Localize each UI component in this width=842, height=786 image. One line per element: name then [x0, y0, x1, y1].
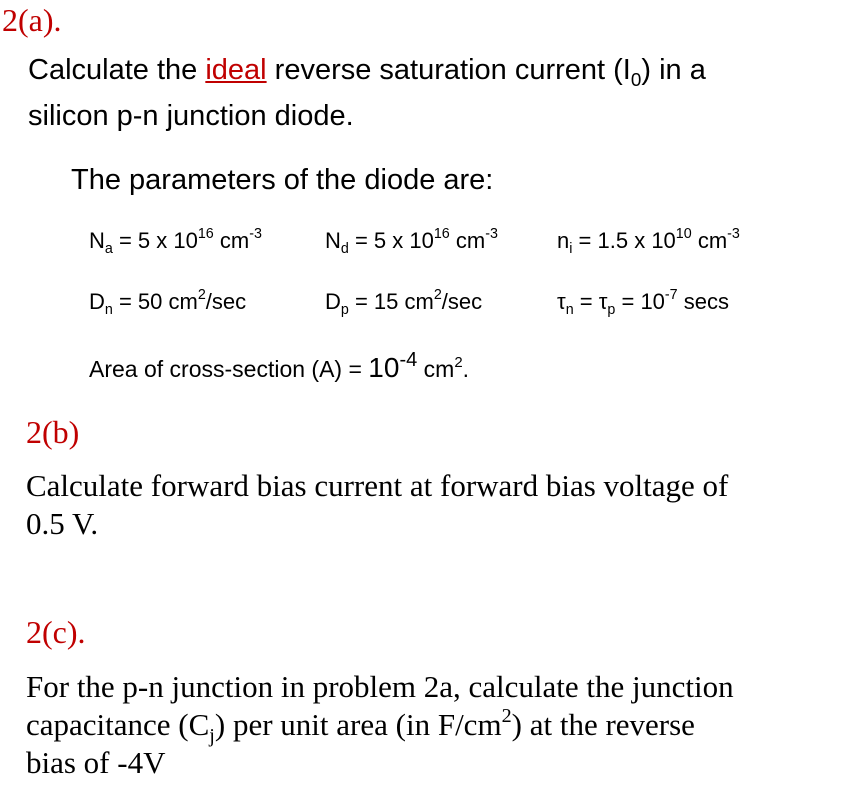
q2c-text: ) at the reverse: [511, 707, 695, 742]
q2a-subscript: 0: [630, 68, 642, 90]
param-exp: 16: [433, 226, 450, 243]
ideal-emphasis: ideal: [205, 54, 267, 86]
param-exp: 16: [197, 226, 214, 243]
q2c-subscript: j: [209, 725, 215, 748]
param-unit: /sec: [441, 289, 483, 314]
param-symbol: D: [89, 289, 105, 314]
param-na: [89, 226, 262, 258]
q2c-text: capacitance (C: [26, 707, 210, 742]
param-sub: p: [607, 302, 616, 319]
param-unit: cm: [691, 228, 728, 253]
q2a-text: Calculate the: [28, 54, 206, 86]
param-exp: 2: [197, 287, 206, 304]
param-sub: a: [104, 241, 113, 258]
question-2b-line1: Calculate forward bias current at forward bias voltage of: [26, 468, 729, 503]
question-2a-line1: [28, 54, 706, 90]
param-unit-exp: -3: [727, 226, 740, 243]
param-exp: -7: [664, 287, 678, 304]
param-unit-exp: -3: [249, 226, 262, 243]
param-dn: [89, 287, 247, 319]
param-value: = 5 x 10: [112, 228, 198, 253]
area-label: Area of cross-section (A) =: [89, 356, 369, 382]
area-unit: cm: [417, 356, 455, 382]
question-2b-label: 2(b): [26, 414, 80, 450]
param-nd: [325, 226, 498, 258]
param-symbol: = τ: [573, 289, 608, 314]
param-unit: cm: [213, 228, 250, 253]
question-2a-line2: silicon p-n junction diode.: [28, 100, 354, 132]
param-dp: [325, 287, 483, 319]
area-unit-exp: 2: [454, 353, 463, 371]
param-sub: n: [104, 302, 113, 319]
question-2c-line3: bias of -4V: [26, 745, 166, 780]
param-tau: [557, 287, 729, 319]
param-sub: p: [340, 302, 349, 319]
param-symbol: τ: [557, 289, 566, 314]
params-heading: The parameters of the diode are:: [71, 164, 494, 196]
area-base: 10: [368, 352, 400, 383]
param-unit-exp: -3: [485, 226, 498, 243]
param-unit: /sec: [205, 289, 247, 314]
param-sub: i: [569, 241, 573, 258]
question-2c-label: 2(c).: [26, 614, 86, 650]
q2a-text: reverse saturation current (I: [266, 54, 631, 86]
param-ni: [557, 226, 740, 258]
param-sub: n: [565, 302, 574, 319]
param-area: [89, 349, 470, 384]
param-value: = 15 cm: [348, 289, 434, 314]
question-2a-label: 2(a).: [2, 2, 62, 38]
param-exp: 2: [433, 287, 442, 304]
param-unit: cm: [449, 228, 486, 253]
area-exp: -4: [399, 349, 418, 372]
q2c-text: ) per unit area (in F/cm: [214, 707, 502, 742]
param-sub: d: [340, 241, 349, 258]
param-symbol: n: [557, 228, 570, 253]
question-2b-line2: 0.5 V.: [26, 506, 99, 541]
param-value: = 5 x 10: [348, 228, 434, 253]
param-value: = 10: [615, 289, 665, 314]
question-2c-line1: For the p-n junction in problem 2a, calculate the junction: [26, 669, 734, 704]
param-symbol: N: [89, 228, 105, 253]
param-symbol: N: [325, 228, 341, 253]
q2a-text: ) in a: [641, 54, 706, 86]
param-symbol: D: [325, 289, 341, 314]
param-unit: secs: [677, 289, 729, 314]
area-end: .: [462, 356, 470, 382]
param-value: = 1.5 x 10: [572, 228, 676, 253]
q2c-superscript: 2: [501, 704, 512, 727]
param-exp: 10: [675, 226, 692, 243]
question-2c-line2: [26, 704, 695, 748]
param-value: = 50 cm: [112, 289, 198, 314]
